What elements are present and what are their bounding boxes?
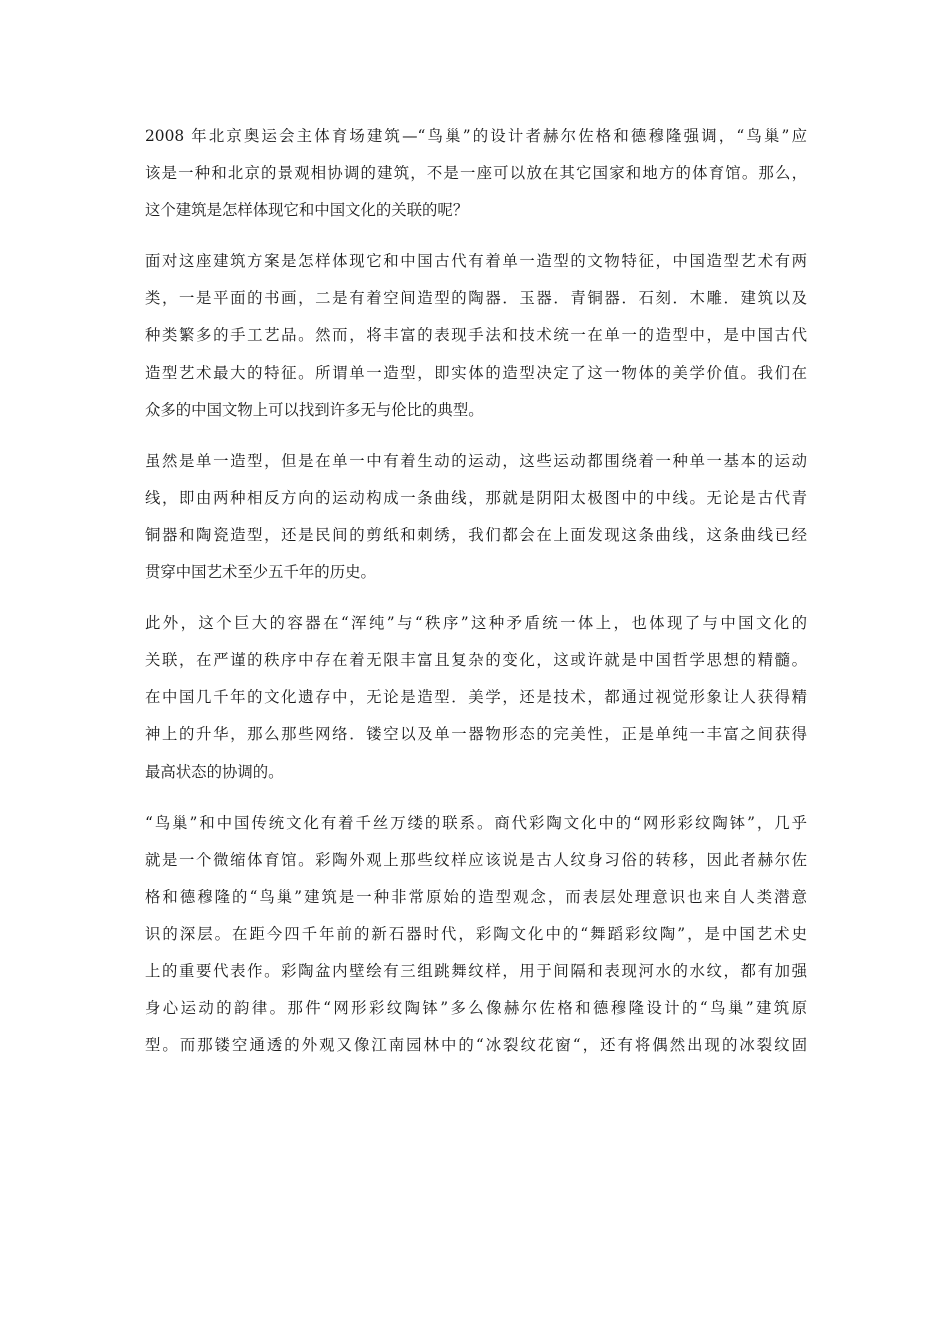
- text-line: 线，即由两种相反方向的运动构成一条曲线，那就是阴阳太极图中的中线。无论是古代青: [145, 488, 807, 507]
- paragraph-3: [145, 443, 807, 591]
- text-line: 神上的升华，那么那些网络．镂空以及单一器物形态的完美性，正是单纯一丰富之间获得: [145, 725, 807, 744]
- paragraph-1: [145, 118, 807, 229]
- text-line: 众多的中国文物上可以找到许多无与伦比的典型。: [145, 400, 484, 419]
- text-line: 型。而那镂空通透的外观又像江南园林中的“冰裂纹花窗“，还有将偶然出现的冰裂纹固: [145, 1036, 807, 1055]
- paragraph-5: [145, 805, 807, 1065]
- text-line: 关联，在严谨的秩序中存在着无限丰富且复杂的变化，这或许就是中国哲学思想的精髓。: [145, 651, 807, 670]
- text-line: 铜器和陶瓷造型，还是民间的剪纸和刺绣，我们都会在上面发现这条曲线，这条曲线已经: [145, 525, 807, 544]
- text-line: 2008 年北京奥运会主体育场建筑—“鸟巢”的设计者赫尔佐格和德穆隆强调，“鸟巢”应: [145, 127, 807, 145]
- text-line: “鸟巢”和中国传统文化有着千丝万缕的联系。商代彩陶文化中的“网形彩纹陶钵”，几乎: [145, 813, 807, 832]
- text-line: 最高状态的协调的。: [145, 762, 284, 781]
- text-line: 格和德穆隆的“鸟巢”建筑是一种非常原始的造型观念，而表层处理意识也来自人类潜意: [145, 887, 807, 906]
- text-line: 此外，这个巨大的容器在“浑纯”与“秩序”这种矛盾统一体上，也体现了与中国文化的: [145, 614, 807, 633]
- text-line: 类，一是平面的书画，二是有着空间造型的陶器．玉器．青铜器．石刻．木雕．建筑以及: [145, 289, 807, 308]
- text-line: 身心运动的韵律。那件“网形彩纹陶钵”多么像赫尔佐格和德穆隆设计的“鸟巢”建筑原: [145, 999, 807, 1018]
- text-line: 就是一个微缩体育馆。彩陶外观上那些纹样应该说是古人纹身习俗的转移，因此者赫尔佐: [145, 850, 807, 869]
- document-body: [145, 118, 807, 1078]
- text-line: 贯穿中国艺术至少五千年的历史。: [145, 563, 376, 582]
- paragraph-4: [145, 605, 807, 790]
- text-line: 虽然是单一造型，但是在单一中有着生动的运动，这些运动都围绕着一种单一基本的运动: [145, 451, 807, 470]
- text-line: 识的深层。在距今四千年前的新石器时代，彩陶文化中的“舞蹈彩纹陶”，是中国艺术史: [145, 924, 807, 943]
- text-line: 这个建筑是怎样体现它和中国文化的关联的呢？: [145, 201, 469, 220]
- text-line: 该是一种和北京的景观相协调的建筑，不是一座可以放在其它国家和地方的体育馆。那么，: [145, 164, 807, 183]
- text-line: 上的重要代表作。彩陶盆内壁绘有三组跳舞纹样，用于间隔和表现河水的水纹，都有加强: [145, 961, 807, 980]
- text-line: 在中国几千年的文化遗存中，无论是造型．美学，还是技术，都通过视觉形象让人获得精: [145, 688, 807, 707]
- text-line: 面对这座建筑方案是怎样体现它和中国古代有着单一造型的文物特征，中国造型艺术有两: [145, 252, 807, 271]
- text-line: 造型艺术最大的特征。所谓单一造型，即实体的造型决定了这一物体的美学价值。我们在: [145, 363, 807, 382]
- paragraph-2: [145, 243, 807, 428]
- text-line: 种类繁多的手工艺品。然而，将丰富的表现手法和技术统一在单一的造型中，是中国古代: [145, 326, 807, 345]
